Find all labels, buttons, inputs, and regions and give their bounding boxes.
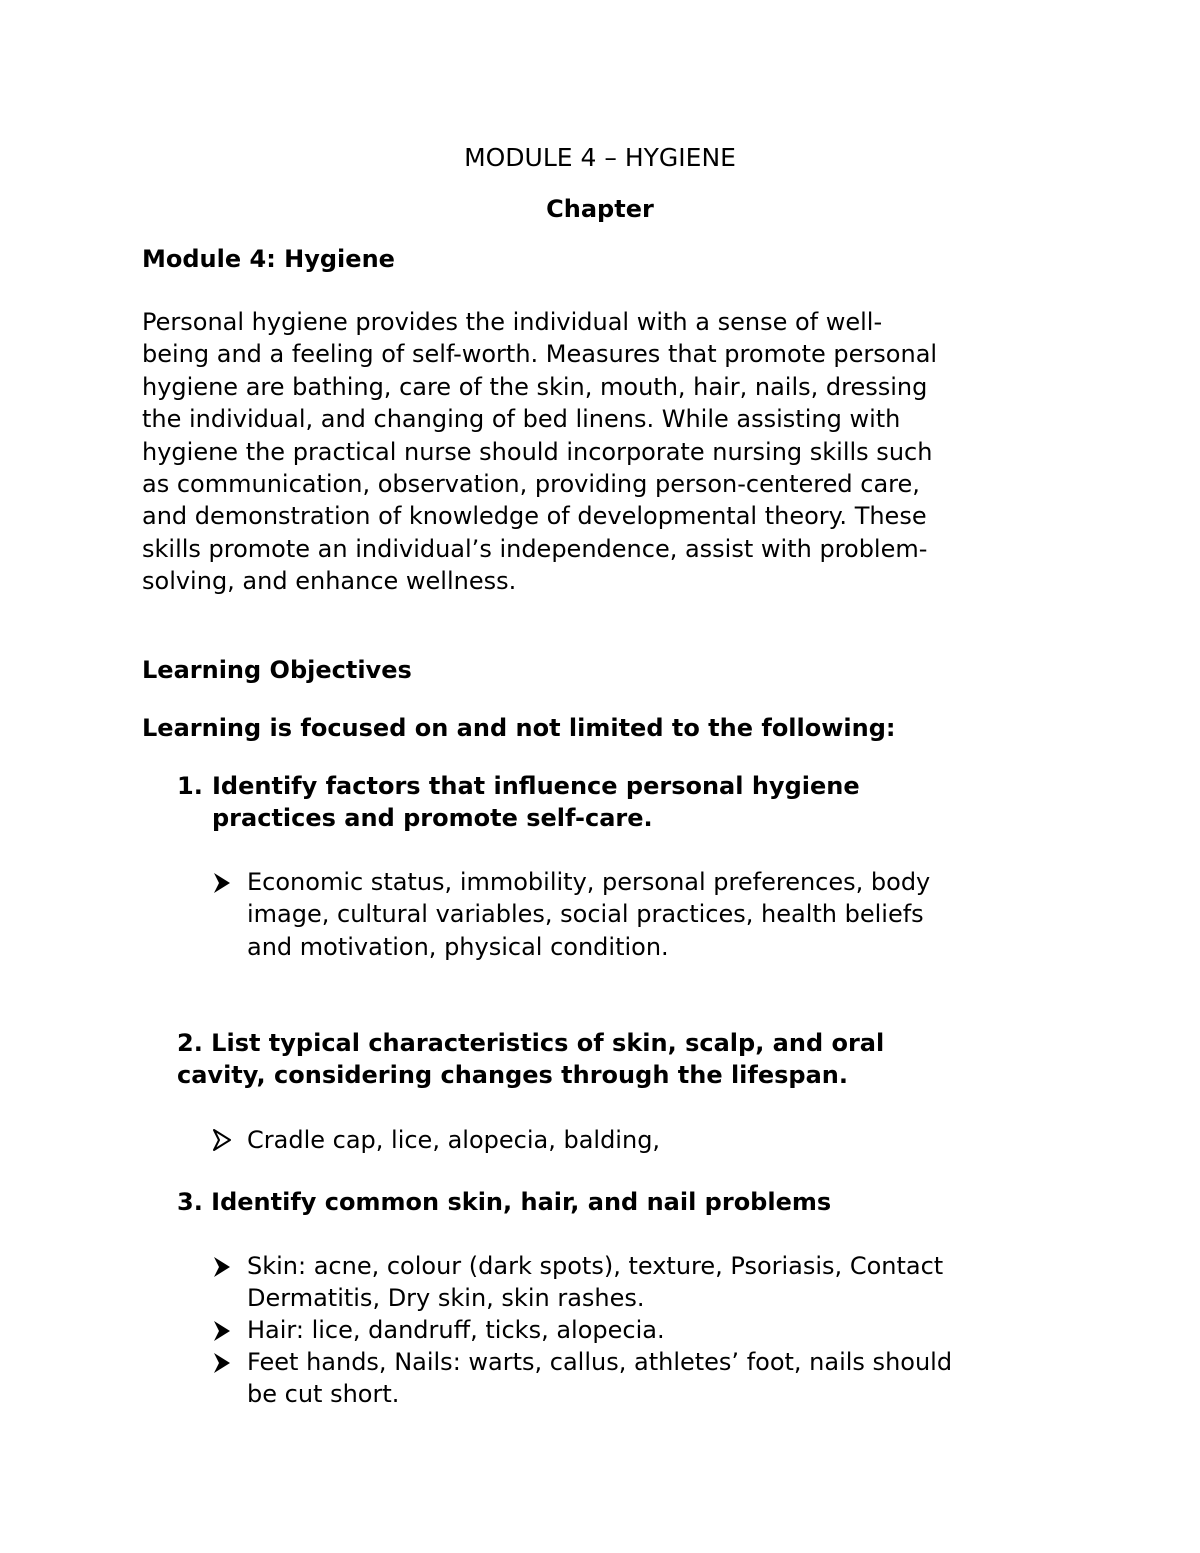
- intro-line: being and a feeling of self-worth. Measures that promote personal: [142, 340, 938, 369]
- bullet-line: image, cultural variables, social practices, health beliefs: [247, 900, 924, 929]
- objective-2-bullet: Cradle cap, lice, alopecia, balding,: [247, 1126, 661, 1154]
- arrow-bullet-icon: [212, 1351, 234, 1375]
- intro-line: as communication, observation, providing person-centered care,: [142, 470, 920, 499]
- document-title: MODULE 4 – HYGIENE: [464, 143, 736, 172]
- bullet-line: and motivation, physical condition.: [247, 932, 669, 961]
- objective-1-line: Identify factors that influence personal hygiene: [212, 772, 860, 800]
- objective-1-line: practices and promote self-care.: [212, 804, 653, 833]
- bullet-line: Skin: acne, colour (dark spots), texture, Psoriasis, Contact: [247, 1252, 944, 1280]
- objective-3-bullet-hair: Hair: lice, dandruff, ticks, alopecia.: [247, 1316, 665, 1344]
- objective-2-line: cavity, considering changes through the lifespan.: [177, 1061, 848, 1090]
- intro-paragraph: [142, 306, 937, 598]
- objective-2-line: 2. List typical characteristics of skin, scalp, and oral: [177, 1029, 885, 1057]
- arrow-bullet-icon: [212, 1255, 234, 1279]
- bullet-line: Economic status, immobility, personal preferences, body: [247, 868, 931, 896]
- objectives-intro: Learning is focused on and not limited to the following:: [142, 714, 896, 742]
- objective-1-bullet: [247, 866, 930, 963]
- arrow-bullet-icon: [212, 871, 234, 895]
- objective-3-bullet-feet: [247, 1346, 952, 1411]
- bullet-line: Feet hands, Nails: warts, callus, athletes’ foot, nails should: [247, 1348, 953, 1376]
- objectives-heading: Learning Objectives: [142, 656, 412, 684]
- intro-line: Personal hygiene provides the individual with a sense of well-: [142, 308, 883, 336]
- arrow-bullet-icon: [212, 1319, 234, 1343]
- objective-3-bullet-skin: [247, 1250, 943, 1315]
- intro-line: skills promote an individual’s independence, assist with problem-: [142, 534, 928, 563]
- chapter-label: Chapter: [546, 195, 654, 223]
- bullet-line: Dermatitis, Dry skin, skin rashes.: [247, 1284, 645, 1313]
- objective-2-title: [177, 1027, 884, 1092]
- intro-line: hygiene are bathing, care of the skin, mouth, hair, nails, dressing: [142, 372, 928, 401]
- objective-1-title: [212, 770, 860, 835]
- objective-1-number: 1.: [177, 772, 203, 800]
- intro-line: hygiene the practical nurse should incorporate nursing skills such: [142, 437, 933, 466]
- intro-line: the individual, and changing of bed linens. While assisting with: [142, 405, 901, 434]
- module-heading: Module 4: Hygiene: [142, 245, 395, 273]
- intro-line: and demonstration of knowledge of developmental theory. These: [142, 502, 927, 531]
- bullet-line: be cut short.: [247, 1380, 400, 1409]
- arrow-bullet-outline-icon: [212, 1128, 234, 1152]
- objective-3-title: 3. Identify common skin, hair, and nail problems: [177, 1188, 832, 1216]
- intro-line: solving, and enhance wellness.: [142, 567, 517, 596]
